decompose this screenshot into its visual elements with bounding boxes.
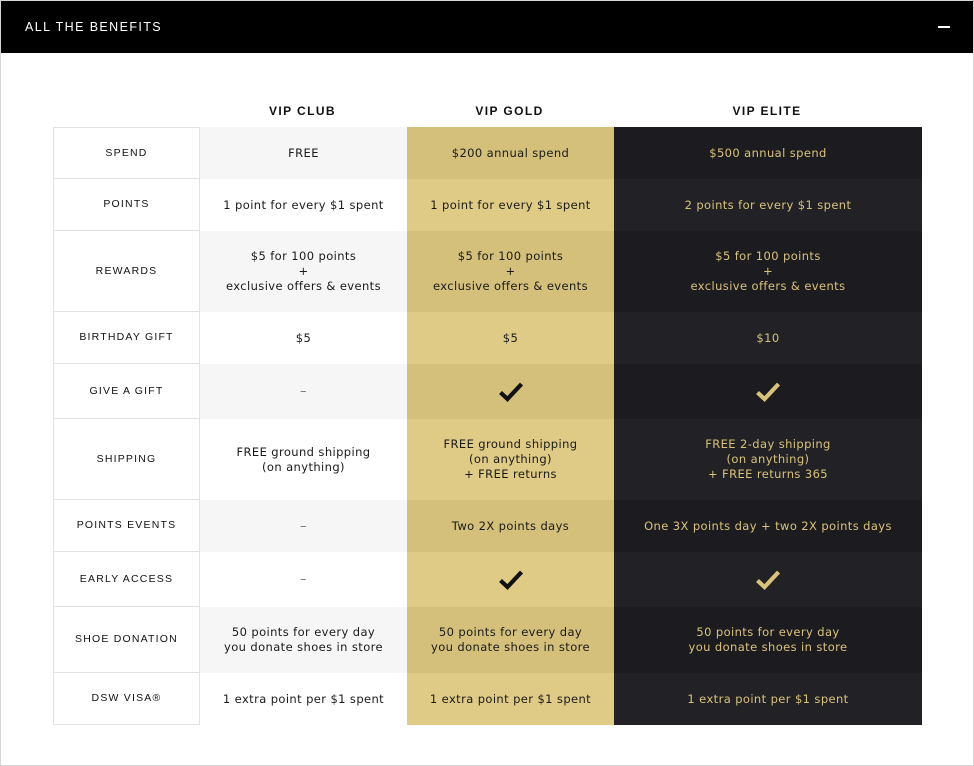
benefit-label-text: EARLY ACCESS (79, 572, 174, 585)
vip-club-value-text: FREE ground shipping (on anything) (236, 444, 371, 474)
benefit-label-text: SHOE DONATION (75, 633, 178, 645)
benefit-label (53, 364, 200, 419)
vip-club-value-text: 1 point for every $1 spent (223, 197, 384, 212)
vip-gold-value (407, 312, 614, 364)
vip-elite-value (614, 179, 922, 231)
benefit-rows (53, 127, 922, 725)
tier-header-row (53, 101, 922, 127)
vip-gold-value (407, 607, 614, 673)
tier-vip-gold: VIP GOLD (475, 104, 544, 118)
benefit-label (53, 179, 200, 231)
benefit-row (53, 231, 922, 312)
vip-elite-value (614, 364, 922, 419)
vip-gold-value (407, 179, 614, 231)
vip-club-value (200, 673, 407, 725)
benefit-label (53, 673, 200, 725)
tier-vip-elite: VIP ELITE (732, 104, 802, 118)
vip-elite-value-text: 1 extra point per $1 spent (687, 691, 849, 706)
vip-gold-value-text: FREE ground shipping (on anything) + FREE returns (443, 437, 578, 481)
benefits-title: ALL THE BENEFITS (25, 20, 163, 34)
vip-club-value (200, 500, 407, 552)
vip-elite-value (614, 127, 922, 179)
benefit-label-text: SHIPPING (96, 452, 157, 465)
vip-club-value-text: 1 extra point per $1 spent (222, 691, 385, 706)
vip-club-value-text: – (300, 518, 307, 534)
checkmark-icon (756, 382, 780, 402)
benefit-label-text: BIRTHDAY GIFT (79, 331, 174, 343)
vip-gold-value (407, 419, 614, 500)
benefit-row (53, 179, 922, 231)
label-column-header (53, 101, 199, 104)
vip-club-value-text: 50 points for every day you donate shoes in store (224, 625, 383, 654)
vip-club-value (200, 364, 407, 419)
benefit-label (53, 552, 200, 607)
vip-elite-value-text: $5 for 100 points + exclusive offers & events (690, 249, 846, 293)
benefit-label-text: POINTS EVENTS (76, 519, 177, 531)
benefit-row (53, 500, 922, 552)
vip-gold-value-text: Two 2X points days (451, 518, 570, 533)
vip-gold-value-text: $5 (502, 330, 519, 345)
vip-elite-value (614, 552, 922, 607)
vip-elite-value-text: One 3X points day + two 2X points days (644, 518, 892, 533)
vip-club-value-text: $5 for 100 points + exclusive offers & events (226, 249, 381, 293)
vip-elite-value (614, 419, 922, 500)
benefit-label-text: DSW VISA® (91, 692, 162, 704)
vip-elite-value-text: FREE 2-day shipping (on anything) + FREE returns 365 (705, 437, 831, 481)
vip-gold-value (407, 231, 614, 312)
vip-elite-value-text: 50 points for every day you donate shoes in store (688, 625, 848, 654)
vip-elite-value (614, 500, 922, 552)
benefits-table (53, 101, 922, 725)
vip-gold-value-text: $200 annual spend (451, 145, 570, 160)
vip-elite-value (614, 607, 922, 673)
benefit-label (53, 607, 200, 673)
benefit-label (53, 419, 200, 500)
vip-gold-value (407, 127, 614, 179)
vip-gold-value (407, 500, 614, 552)
vip-club-value (200, 607, 407, 673)
vip-gold-value-text: $5 for 100 points + exclusive offers & events (433, 249, 588, 293)
vip-club-value (200, 312, 407, 364)
vip-gold-value-text: 1 point for every $1 spent (430, 197, 591, 212)
benefit-label (53, 500, 200, 552)
vip-gold-value-text: 50 points for every day you donate shoes in store (431, 625, 590, 654)
checkmark-icon (499, 382, 523, 402)
benefit-row (53, 607, 922, 673)
vip-elite-value-text: $10 (756, 330, 780, 345)
benefit-row (53, 127, 922, 179)
vip-club-value-text: – (300, 572, 307, 587)
vip-club-value (200, 179, 407, 231)
vip-club-value (200, 419, 407, 500)
vip-elite-value (614, 312, 922, 364)
benefit-row (53, 312, 922, 364)
vip-gold-value-text: 1 extra point per $1 spent (429, 691, 592, 706)
vip-elite-value-text: $500 annual spend (709, 145, 827, 160)
vip-club-value-text: FREE (288, 145, 319, 160)
checkmark-icon (756, 570, 780, 590)
vip-club-value-text: – (300, 384, 307, 399)
benefit-label-text: GIVE A GIFT (89, 384, 164, 397)
benefit-label-text: POINTS (103, 198, 150, 210)
vip-club-value (200, 231, 407, 312)
benefit-label-text: REWARDS (95, 264, 158, 277)
vip-gold-value (407, 364, 614, 419)
benefit-label (53, 231, 200, 312)
vip-club-value (200, 127, 407, 179)
vip-club-value (200, 552, 407, 607)
benefit-label-text: SPEND (105, 146, 148, 159)
benefit-row (53, 419, 922, 500)
vip-elite-value-text: 2 points for every $1 spent (684, 197, 852, 212)
benefit-label (53, 127, 200, 179)
vip-gold-value (407, 552, 614, 607)
benefit-row (53, 364, 922, 419)
tier-vip-club: VIP CLUB (269, 104, 336, 118)
benefit-label (53, 312, 200, 364)
checkmark-icon (499, 570, 523, 590)
minus-icon[interactable] (937, 20, 951, 34)
benefit-row (53, 673, 922, 725)
vip-elite-value (614, 231, 922, 312)
vip-elite-value (614, 673, 922, 725)
benefit-row (53, 552, 922, 607)
benefits-accordion-header[interactable] (1, 1, 973, 53)
vip-club-value-text: $5 (295, 330, 312, 345)
vip-gold-value (407, 673, 614, 725)
